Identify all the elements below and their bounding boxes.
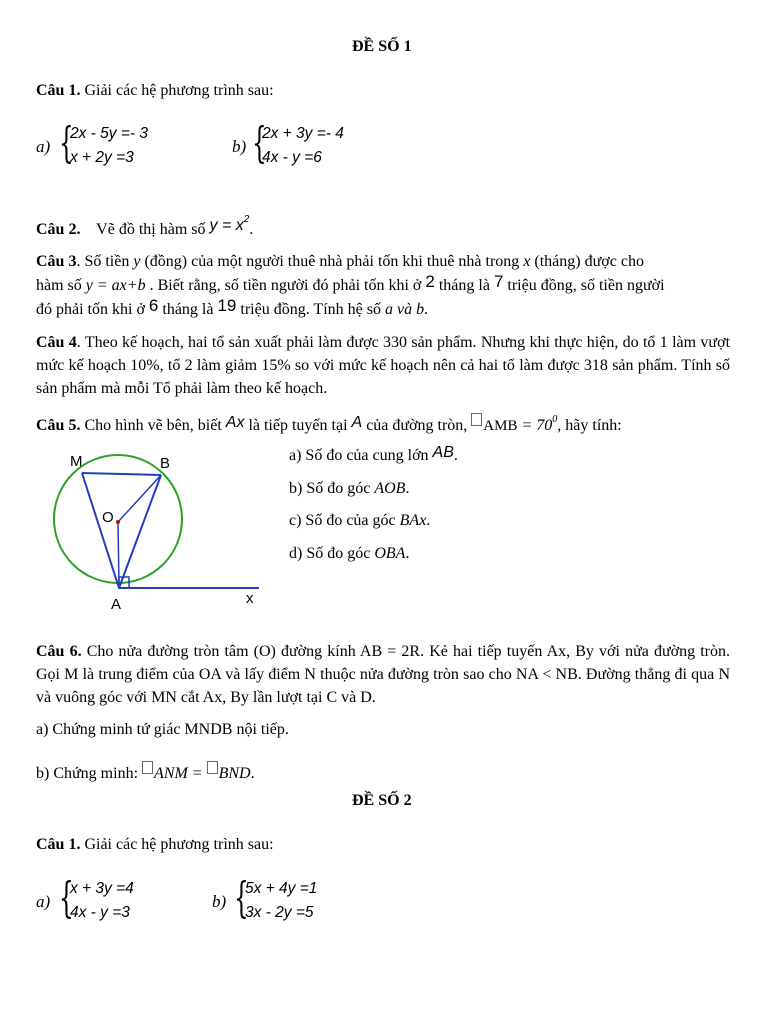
q7-a-equations	[70, 877, 134, 925]
question-2-func: $y = x^2$	[209, 214, 250, 234]
question-3-label: Câu 3	[36, 253, 77, 270]
label-b: B	[160, 455, 171, 472]
question-6-text: Cho nửa đường tròn tâm (O) đường kính AB = 2R. Kẻ hai tiếp tuyến Ax, By với nửa đường tròn. Gọi M là trung điểm của OA và lấy điểm N thuộc nửa đường tròn sao cho NA < NB. Đường thẳng đi qua N và vuông góc với MN cắt Ax, By lần lượt tại C và D.	[36, 643, 731, 706]
angle-box-icon	[142, 761, 153, 774]
q1-b-equations	[262, 122, 344, 170]
question-1	[36, 82, 274, 100]
q6-part-b: b) Chứng minh: ANM = BND.	[36, 761, 255, 783]
q1-b-eq1: 2x + 3y =- 4	[262, 125, 344, 142]
question-4-label: Câu 4	[36, 334, 77, 351]
angle-box-icon	[207, 761, 218, 774]
question-2-text: Vẽ đồ thị hàm số	[96, 221, 210, 238]
q7-b-brace: {	[234, 873, 249, 922]
q7-b-equations	[245, 877, 317, 925]
q1-b-label: b)	[232, 137, 247, 156]
q6-part-a: a) Chứng minh tứ giác MNDB nội tiếp.	[36, 721, 289, 738]
q7-a-eq1: x + 3y =4	[70, 880, 134, 897]
circle-tangent-figure	[44, 446, 274, 616]
question-5: Câu 5. Cho hình vẽ bên, biết Ax là tiếp tuyến tại A của đường tròn, AMB = $70^0$, hãy tính:	[36, 414, 622, 434]
q5-item-c: c) Số đo của góc BAx.	[289, 512, 431, 529]
q1-a-eq2: x + 2y =3	[70, 149, 134, 166]
label-x: x	[246, 590, 254, 607]
question-2-label: Câu 2.	[36, 221, 81, 238]
q7-a-brace: {	[59, 873, 74, 922]
q1-b-eq2: 4x - y =6	[262, 149, 322, 166]
question-7	[36, 836, 274, 854]
question-5-label: Câu 5.	[36, 417, 81, 434]
q7-a-eq2: 4x - y =3	[70, 904, 130, 921]
label-o: O	[102, 509, 114, 526]
question-1-text: Giải các hệ phương trình sau:	[80, 82, 274, 99]
q5-item-b: b) Số đo góc AOB.	[289, 480, 410, 497]
segment-ma	[82, 473, 119, 588]
label-m: M	[70, 453, 83, 470]
angle-box-icon	[471, 413, 482, 426]
q1-a-eq1: 2x - 5y =- 3	[70, 125, 148, 142]
q7-b-eq1: 5x + 4y =1	[245, 880, 318, 897]
q5-item-a: a) Số đo của cung lớn AB.	[289, 444, 458, 464]
q1-a-equations	[70, 122, 148, 170]
question-3: Câu 3. Số tiền y (đồng) của một người thuê nhà phải tốn khi thuê nhà trong x (tháng) được cho hàm số y = ax+b . Biết rằng, số tiền người đó phải tốn khi ở 2 tháng là 7 triệu đồng, số tiền người đó phải tốn khi ở 6 tháng là 19 triệu đồng. Tính hệ số a và b.	[36, 253, 665, 318]
segment-bo	[118, 475, 161, 522]
question-6-label: Câu 6.	[36, 643, 82, 660]
question-7-label: Câu 1.	[36, 836, 81, 853]
q7-b-label: b)	[212, 892, 227, 911]
q1-b-brace: {	[252, 118, 267, 167]
question-4	[36, 331, 730, 400]
q1-a-brace: {	[59, 118, 74, 167]
question-2: Câu 2. Vẽ đồ thị hàm số $y = x^2$.	[36, 214, 254, 238]
question-6	[36, 640, 730, 709]
question-4-text: . Theo kế hoạch, hai tổ sản xuất phải làm được 330 sản phẩm. Nhưng khi thực hiện, do tổ 1 làm vượt mức kế hoạch 10%, tổ 2 làm giảm 15% so với mức kế hoạch nên cả hai tổ làm được 318 sản phẩm. Tính số sản phẩm mà mỗi Tổ phải làm theo kế hoạch.	[36, 334, 731, 397]
q5-item-d: d) Số đo góc OBA.	[289, 545, 410, 562]
exam-title-1: ĐỀ SỐ 1	[352, 38, 412, 55]
question-7-text: Giải các hệ phương trình sau:	[80, 836, 274, 853]
q7-a-label: a)	[36, 892, 51, 911]
question-1-label: Câu 1.	[36, 82, 81, 99]
q1-a-label: a)	[36, 137, 51, 156]
center-point	[116, 520, 120, 524]
segment-mb	[82, 473, 161, 475]
q7-b-eq2: 3x - 2y =5	[245, 904, 314, 921]
exam-title-2: ĐỀ SỐ 2	[352, 792, 412, 809]
label-a: A	[111, 596, 122, 613]
